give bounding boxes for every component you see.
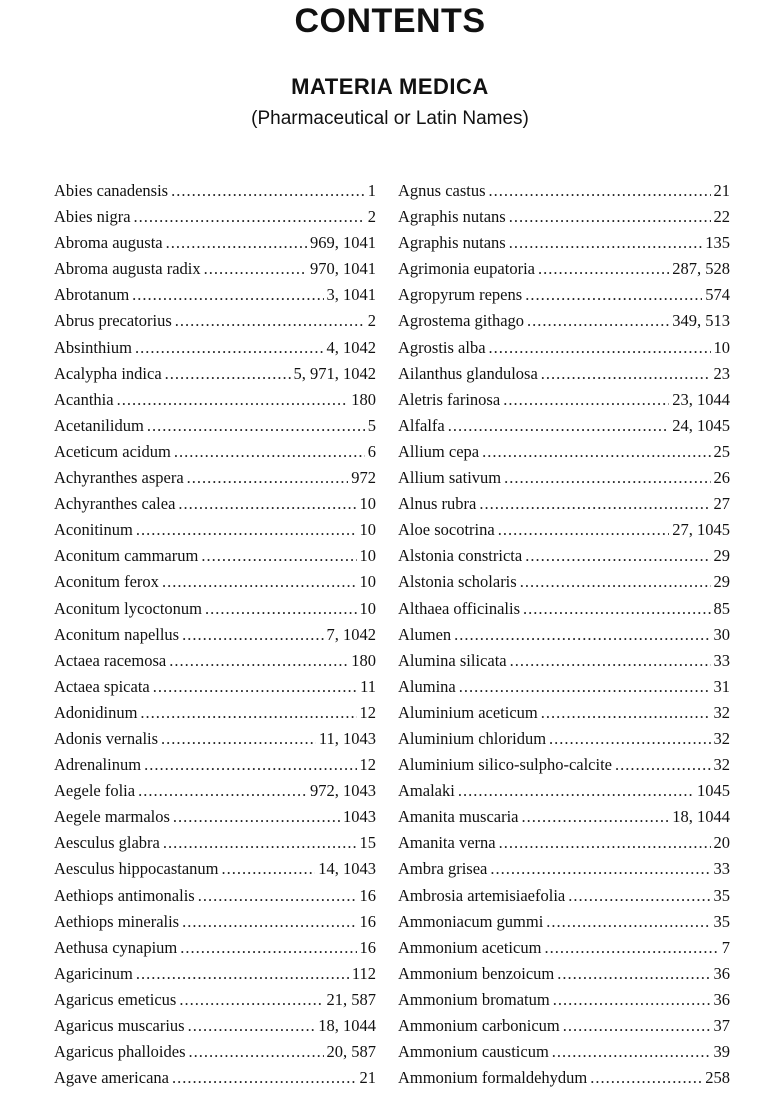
entry-page: 27, 1045 (672, 520, 730, 540)
entry-page: 970, 1041 (310, 259, 376, 279)
contents-entry (54, 987, 376, 1013)
contents-entry (54, 648, 376, 674)
entry-name: Aesculus hippocastanum (54, 859, 219, 879)
entry-name: Alstonia scholaris (398, 572, 517, 592)
entry-name: Aegele marmalos (54, 807, 170, 827)
contents-entry (54, 726, 376, 752)
entry-name: Aloe socotrina (398, 520, 495, 540)
entry-page: 32 (713, 702, 730, 722)
dot-leader (175, 308, 365, 334)
entry-page: 10 (359, 520, 376, 540)
entry-page: 31 (713, 676, 730, 696)
contents-entry (398, 856, 730, 882)
entry-name: Aethusa cynapium (54, 937, 178, 957)
entry-name: Agnus castus (398, 181, 486, 200)
contents-entry (54, 308, 376, 334)
entry-name: Agropyrum repens (398, 285, 523, 305)
contents-entry (54, 439, 376, 465)
entry-name: Agrostis alba (398, 337, 486, 357)
contents-left-column (54, 178, 376, 1091)
dot-leader (527, 308, 669, 334)
dot-leader (557, 961, 710, 987)
dot-leader (459, 674, 711, 700)
contents-entry (398, 883, 730, 909)
entry-name: Aconitum napellus (54, 624, 180, 644)
contents-entry (54, 1013, 376, 1039)
dot-leader (136, 517, 357, 543)
entry-name: Abies canadensis (54, 181, 169, 200)
entry-name: Abrus precatorius (54, 311, 172, 331)
entry-page: 20, 587 (326, 1042, 376, 1062)
entry-name: Aethiops antimonalis (54, 885, 195, 905)
entry-page: 972 (351, 468, 376, 488)
contents-entry (54, 596, 376, 622)
contents-entry (54, 830, 376, 856)
entry-page: 21 (359, 1068, 376, 1088)
entry-name: Allium sativum (398, 468, 502, 488)
entry-page: 180 (351, 389, 376, 409)
entry-name: Actaea spicata (54, 676, 150, 696)
entry-name: Alumina silicata (398, 650, 507, 670)
dot-leader (161, 726, 316, 752)
dot-leader (509, 230, 703, 256)
contents-entry (54, 178, 376, 204)
entry-name: Aconitinum (54, 520, 133, 540)
entry-name: Aethiops mineralis (54, 911, 180, 931)
entry-page: 2 (367, 311, 376, 331)
contents-entry (54, 387, 376, 413)
contents-entry (54, 804, 376, 830)
entry-page: 26 (713, 468, 730, 488)
entry-page: 180 (351, 650, 376, 670)
dot-leader (187, 465, 349, 491)
entry-page: 22 (713, 207, 730, 227)
dot-leader (163, 830, 357, 856)
entry-name: Ammonium formaldehydum (398, 1068, 588, 1088)
contents-entry (54, 856, 376, 882)
entry-page: 32 (713, 728, 730, 748)
dot-leader (510, 648, 711, 674)
dot-leader (222, 856, 316, 882)
contents-right-column (398, 178, 730, 1091)
entry-page: 7, 1042 (326, 624, 376, 644)
dot-leader (541, 361, 711, 387)
entry-name: Ambra grisea (398, 859, 488, 879)
contents-entry (54, 883, 376, 909)
contents-entry (398, 700, 730, 726)
dot-leader (204, 256, 307, 282)
entry-name: Agave americana (54, 1068, 169, 1088)
entry-page: 112 (351, 963, 376, 983)
dot-leader (454, 622, 710, 648)
contents-entry (398, 961, 730, 987)
entry-name: Abroma augusta (54, 233, 163, 253)
entry-name: Alumina (398, 676, 456, 696)
contents-entry (54, 700, 376, 726)
contents-entry (398, 543, 730, 569)
entry-page: 15 (359, 833, 376, 853)
entry-page: 30 (713, 624, 730, 644)
dot-leader (499, 830, 711, 856)
contents-entry (398, 491, 730, 517)
dot-leader (144, 752, 356, 778)
entry-page: 349, 513 (672, 311, 730, 331)
entry-name: Allium cepa (398, 441, 480, 461)
entry-page: 7 (721, 937, 730, 957)
entry-page: 36 (713, 989, 730, 1009)
entry-page: 12 (359, 755, 376, 775)
dot-leader (520, 569, 711, 595)
entry-name: Ailanthus glandulosa (398, 363, 538, 383)
contents-entry (398, 569, 730, 595)
entry-name: Agrostema githago (398, 311, 525, 331)
contents-entry (398, 439, 730, 465)
dot-leader (165, 361, 291, 387)
contents-entry (398, 517, 730, 543)
dot-leader (482, 439, 710, 465)
entry-page: 21 (713, 181, 730, 200)
contents-entry (398, 335, 730, 361)
dot-leader (174, 439, 365, 465)
entry-name: Ambrosia artemisiaefolia (398, 885, 566, 905)
contents-entry (398, 935, 730, 961)
dot-leader (178, 491, 356, 517)
entry-name: Agrimonia eupatoria (398, 259, 535, 279)
dot-leader (179, 987, 323, 1013)
contents-entry (54, 517, 376, 543)
entry-page: 287, 528 (672, 259, 730, 279)
contents-entry (54, 674, 376, 700)
entry-page: 16 (359, 937, 376, 957)
dot-leader (509, 204, 711, 230)
contents-entry (54, 204, 376, 230)
entry-name: Aegele folia (54, 781, 136, 801)
entry-page: 29 (713, 572, 730, 592)
contents-entry (398, 804, 730, 830)
section-subtitle: (Pharmaceutical or Latin Names) (251, 108, 529, 129)
contents-entry (398, 830, 730, 856)
contents-entry (398, 596, 730, 622)
dot-leader (590, 1065, 702, 1091)
entry-name: Aconitum lycoctonum (54, 598, 203, 618)
dot-leader (169, 648, 348, 674)
entry-page: 36 (713, 963, 730, 983)
entry-page: 6 (367, 441, 376, 461)
entry-page: 10 (359, 494, 376, 514)
entry-page: 25 (713, 441, 730, 461)
contents-entry (54, 909, 376, 935)
dot-leader (201, 543, 356, 569)
dot-leader (568, 883, 710, 909)
contents-entry (398, 256, 730, 282)
dot-leader (180, 935, 356, 961)
entry-page: 10 (359, 598, 376, 618)
dot-leader (205, 596, 356, 622)
entry-page: 24, 1045 (672, 415, 730, 435)
entry-name: Alnus rubra (398, 494, 477, 514)
entry-name: Aesculus glabra (54, 833, 160, 853)
entry-page: 37 (713, 1016, 730, 1035)
entry-page: 14, 1043 (318, 859, 376, 879)
entry-name: Aluminium aceticum (398, 702, 538, 722)
contents-entry (398, 361, 730, 387)
entry-page: 969, 1041 (310, 233, 376, 253)
entry-name: Achyranthes aspera (54, 468, 184, 488)
entry-name: Ammoniacum gummi (398, 911, 544, 931)
contents-entry (54, 230, 376, 256)
entry-page: 18, 1044 (318, 1016, 376, 1035)
dot-leader (479, 491, 710, 517)
dot-leader (541, 700, 711, 726)
dot-leader (188, 1013, 316, 1039)
entry-name: Alumen (398, 624, 452, 644)
contents-entry (398, 178, 730, 204)
dot-leader (503, 387, 669, 413)
dot-leader (615, 752, 710, 778)
dot-leader (525, 543, 710, 569)
contents-entry (54, 465, 376, 491)
dot-leader (546, 909, 710, 935)
entry-name: Agraphis nutans (398, 233, 506, 253)
contents-entry (398, 909, 730, 935)
contents-entry (54, 935, 376, 961)
dot-leader (166, 230, 307, 256)
entry-page: 29 (713, 546, 730, 566)
page-title: CONTENTS (294, 2, 486, 40)
entry-page: 23, 1044 (672, 389, 730, 409)
entry-page: 23 (713, 363, 730, 383)
entry-name: Agaricus muscarius (54, 1016, 185, 1035)
dot-leader (140, 700, 356, 726)
dot-leader (134, 204, 365, 230)
contents-entry (54, 569, 376, 595)
entry-page: 16 (359, 911, 376, 931)
entry-name: Abrotanum (54, 285, 130, 305)
entry-name: Abroma augusta radix (54, 259, 201, 279)
contents-entry (398, 413, 730, 439)
dot-leader (489, 335, 711, 361)
dot-leader (117, 387, 349, 413)
dot-leader (538, 256, 669, 282)
contents-entry (398, 674, 730, 700)
entry-page: 135 (705, 233, 730, 253)
entry-page: 1043 (343, 807, 376, 827)
entry-page: 39 (713, 1042, 730, 1062)
dot-leader (138, 778, 307, 804)
contents-entry (398, 282, 730, 308)
entry-page: 574 (705, 285, 730, 305)
entry-page: 11 (360, 676, 376, 696)
entry-name: Adonis vernalis (54, 728, 159, 748)
entry-name: Alfalfa (398, 415, 445, 435)
entry-page: 10 (359, 572, 376, 592)
dot-leader (522, 804, 670, 830)
contents-entry (54, 543, 376, 569)
entry-name: Actaea racemosa (54, 650, 167, 670)
contents-entry (398, 648, 730, 674)
dot-leader (553, 987, 711, 1013)
entry-name: Acetanilidum (54, 415, 144, 435)
dot-leader (172, 1065, 357, 1091)
entry-page: 2 (367, 207, 376, 227)
entry-page: 258 (705, 1068, 730, 1088)
contents-entry (398, 230, 730, 256)
entry-name: Absinthium (54, 337, 132, 357)
entry-page: 5, 971, 1042 (293, 363, 376, 383)
contents-entry (398, 1013, 730, 1039)
entry-page: 33 (713, 650, 730, 670)
entry-name: Amanita verna (398, 833, 496, 853)
entry-page: 35 (713, 911, 730, 931)
dot-leader (523, 596, 710, 622)
entry-name: Ammonium causticum (398, 1042, 549, 1062)
entry-page: 4, 1042 (326, 337, 376, 357)
entry-page: 5 (367, 415, 376, 435)
entry-page: 33 (713, 859, 730, 879)
entry-name: Aletris farinosa (398, 389, 501, 409)
entry-name: Achyranthes calea (54, 494, 176, 514)
dot-leader (504, 465, 710, 491)
entry-name: Adonidinum (54, 702, 138, 722)
entry-page: 10 (359, 546, 376, 566)
entry-name: Althaea officinalis (398, 598, 521, 618)
dot-leader (198, 883, 357, 909)
entry-name: Aconitum ferox (54, 572, 159, 592)
entry-name: Amanita muscaria (398, 807, 519, 827)
dot-leader (153, 674, 357, 700)
contents-entry (54, 752, 376, 778)
entry-name: Agaricus phalloides (54, 1042, 186, 1062)
entry-name: Amalaki (398, 781, 455, 801)
contents-entry (54, 961, 376, 987)
entry-name: Aceticum acidum (54, 441, 171, 461)
contents-entry (54, 413, 376, 439)
entry-name: Aluminium chloridum (398, 728, 547, 748)
dot-leader (498, 517, 670, 543)
entry-name: Agraphis nutans (398, 207, 506, 227)
dot-leader (182, 622, 323, 648)
entry-page: 27 (713, 494, 730, 514)
entry-page: 11, 1043 (318, 728, 376, 748)
entry-page: 12 (359, 702, 376, 722)
contents-entry (54, 335, 376, 361)
entry-page: 18, 1044 (672, 807, 730, 827)
contents-entry (54, 361, 376, 387)
entry-name: Acalypha indica (54, 363, 162, 383)
contents-entry (398, 1039, 730, 1065)
contents-entry (54, 256, 376, 282)
dot-leader (489, 178, 711, 204)
contents-entry (398, 726, 730, 752)
dot-leader (490, 856, 710, 882)
dot-leader (448, 413, 670, 439)
contents-entry (398, 622, 730, 648)
entry-page: 20 (713, 833, 730, 853)
entry-name: Ammonium bromatum (398, 989, 550, 1009)
dot-leader (189, 1039, 324, 1065)
entry-name: Agaricus emeticus (54, 989, 177, 1009)
contents-entry (398, 987, 730, 1013)
dot-leader (525, 282, 702, 308)
contents-entry (398, 204, 730, 230)
dot-leader (135, 335, 324, 361)
contents-entry (54, 1065, 376, 1091)
entry-page: 1 (367, 181, 376, 200)
entry-page: 32 (713, 755, 730, 775)
entry-name: Adrenalinum (54, 755, 142, 775)
dot-leader (563, 1013, 711, 1039)
dot-leader (173, 804, 340, 830)
contents-entry (54, 282, 376, 308)
entry-name: Abies nigra (54, 207, 131, 227)
dot-leader (182, 909, 356, 935)
dot-leader (162, 569, 357, 595)
dot-leader (132, 282, 323, 308)
contents-entry (398, 752, 730, 778)
contents-entry (54, 491, 376, 517)
entry-name: Acanthia (54, 389, 114, 409)
contents-entry (54, 1039, 376, 1065)
contents-entry (54, 622, 376, 648)
entry-page: 85 (713, 598, 730, 618)
entry-page: 972, 1043 (310, 781, 376, 801)
entry-name: Ammonium carbonicum (398, 1016, 560, 1035)
entry-page: 3, 1041 (326, 285, 376, 305)
contents-entry (398, 778, 730, 804)
entry-name: Aluminium silico-sulpho-calcite (398, 755, 613, 775)
dot-leader (171, 178, 365, 204)
contents-entry (398, 465, 730, 491)
entry-page: 35 (713, 885, 730, 905)
dot-leader (549, 726, 710, 752)
entry-page: 21, 587 (326, 989, 376, 1009)
entry-name: Agaricinum (54, 963, 133, 983)
entry-name: Ammonium benzoicum (398, 963, 555, 983)
dot-leader (136, 961, 349, 987)
entry-page: 16 (359, 885, 376, 905)
section-heading: MATERIA MEDICA (291, 74, 489, 99)
contents-entry (398, 387, 730, 413)
entry-name: Ammonium aceticum (398, 937, 542, 957)
entry-name: Aconitum cammarum (54, 546, 199, 566)
entry-page: 1045 (697, 781, 730, 801)
entry-name: Alstonia constricta (398, 546, 523, 566)
entry-page: 10 (713, 337, 730, 357)
dot-leader (552, 1039, 711, 1065)
dot-leader (458, 778, 694, 804)
contents-entry (54, 778, 376, 804)
dot-leader (544, 935, 718, 961)
contents-entry (398, 1065, 730, 1091)
contents-entry (398, 308, 730, 334)
dot-leader (147, 413, 365, 439)
